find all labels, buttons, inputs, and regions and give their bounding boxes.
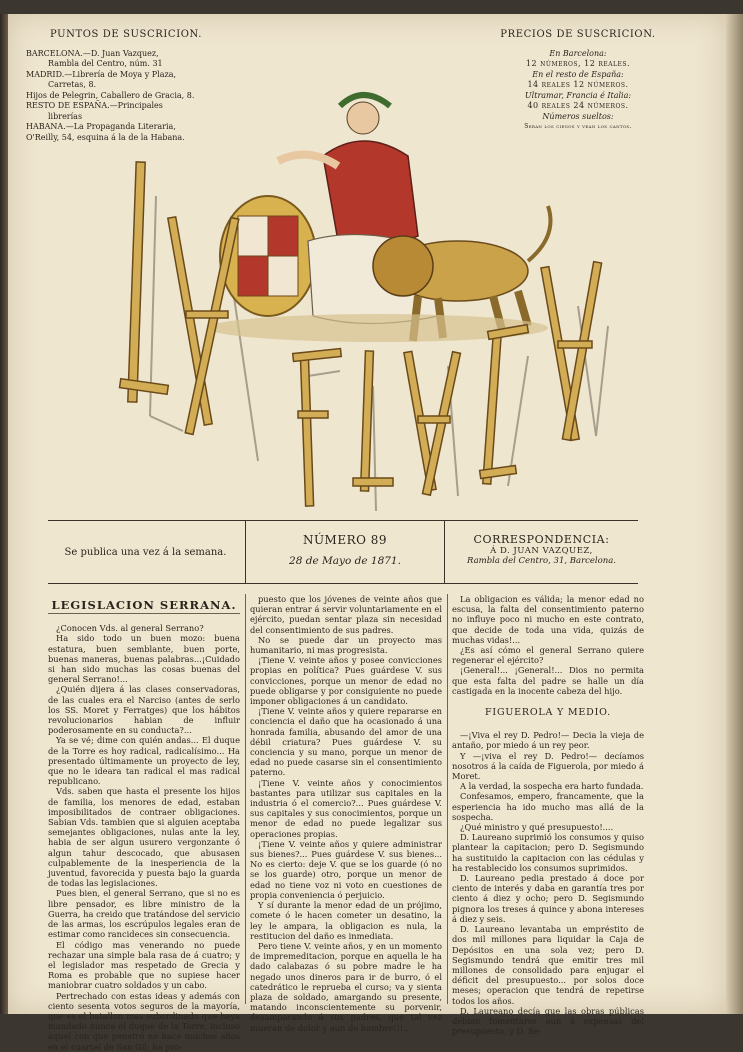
price-line: En Barcelona:: [549, 48, 607, 58]
price-line: Seran los ciegos y vean los cantos.: [524, 123, 632, 130]
paragraph: ¡General!... ¡General!... Dios no permita que esta falta del padre se halle un día castigada en la inocente cabeza del hijo.: [452, 665, 644, 696]
paragraph: ¿Conocen Vds. al general Serrano?: [56, 623, 204, 634]
issue-strip: [48, 520, 638, 584]
frequency-note: Se publica una vez á la semana.: [64, 546, 227, 558]
paragraph: Vds. saben que hasta el presente los hijos de familia, los menores de edad, estaban imposibilitados de contraer obligaciones. Sabian Vds. tambien que si alguien aceptaba semejantes obligaciones, nulas ante la ley, habia de ser algun usurero vergonzante ó algun tahur descocado, que abusasen culpablemente de la inesperiencia de la juventud, favorecida y puesta bajo la guarda de todas las legislaciones.: [48, 786, 240, 889]
paragraph: ¡Tiene V. veinte años y conocimientos bastantes para utilizar sus capitales en la industria ó el comercio?... Pues guárdese V. sus capitales y sus conocimientos, porque un menor de edad no puede legalizar sus operaciones propias.: [250, 777, 442, 839]
paragraph: Ya se vé; dime con quién andas... El duque de la Torre es hoy radical, radicalísimo... Ha presentado últimamente un proyecto de ley, que no le ideara tan radical el mas radical republicano.: [48, 735, 240, 787]
correspondence: [445, 521, 638, 583]
issue-number: NÚMERO 89: [302, 533, 388, 547]
paragraph: Ha sido todo un buen mozo: buena estatura, buen semblante, buen porte, buenas maneras, buenas palabras...¡Cuidado si han sido muchas las cosas buenas del general Serrano!...: [48, 633, 240, 685]
paragraph: puesto que los jóvenes de veinte años que quieran entrar á servir voluntariamente en el ejército, puedan sentar plaza sin necesidad del consentimiento de sus padres.: [250, 594, 442, 635]
price-line: Números sueltos:: [542, 111, 614, 121]
point-line: librerías: [48, 111, 83, 121]
paragraph: Y —¡viva el rey D. Pedro!— decíamos nosotros á la caída de Figuerola, por miedo á Moret.: [452, 750, 644, 782]
correspondence-address: Rambla del Centro, 31, Barcelona.: [466, 556, 617, 566]
price-line: 40 reales 24 números.: [527, 101, 629, 110]
paragraph: D. Laureano levantaba un empréstito de dos mil millones para liquidar la Caja de Depósitos en una sola vez; pero D. Segismundo tendrá que emitir tres mil millones de consolidado para enjugar el déficit del presupuesto... por solos doce meses; operacion que tendrá de repetirse todos los años.: [452, 924, 644, 1006]
price-line: Ultramar, Francia é Italia:: [524, 90, 632, 100]
point-line: Rambla del Centro, núm. 31: [48, 59, 163, 68]
column-3: [452, 594, 644, 1037]
paragraph: Y sí durante la menor edad de un prójimo, comete ó le hacen cometer un desatino, la ley le ampara, la obligacion es nula, la restitucion del daño es inmediata.: [250, 900, 442, 941]
column-1: [48, 594, 240, 1052]
issue-date: 28 de Mayo de 1871.: [289, 555, 401, 567]
coat-of-arms: [220, 196, 316, 316]
paragraph: —¡Viva el rey D. Pedro!— Decia la vieja de antaño, por miedo á un rey peor.: [452, 730, 644, 751]
price-line: 14 reales 12 números.: [527, 80, 629, 89]
paragraph: D. Laureano pedia prestado á doce por ciento de interés y daba en garantía tres por ciento á diez y ocho; pero D. Segismundo pignora los treses á quince y abona intereses á diez y seis.: [452, 873, 644, 924]
page-edge: [726, 14, 743, 1014]
point-line: HABANA.—La Propaganda Literaria,: [26, 122, 176, 131]
paragraph: D. Laureano suprimió los consumos y quiso plantear la capitacion; pero D. Segismundo ha sustituido la capitacion con las cédulas y ha restablecido los consumos suprimidos.: [452, 832, 644, 873]
column-2: [250, 594, 442, 1033]
subscription-points-title: PUNTOS DE SUSCRICION.: [49, 29, 203, 40]
paragraph: El código mas venerando no puede rechazar una simple bala rasa de á cuatro; y el legislador mas respetado de Grecia y Roma es probable que no supiese hacer maniobrar cuatro soldados y un cabo.: [48, 939, 240, 991]
paragraph: A la verdad, la sospecha era harto fundada.: [460, 781, 644, 792]
price-line: En el resto de España:: [532, 69, 624, 79]
paragraph: Confesamos, empero, francamente, que la esperiencia ha ido mucho mas allá de la sospecha.: [452, 791, 644, 822]
binding-edge: [0, 14, 8, 1014]
paragraph: ¿Quién dijera á las clases conservadoras, de las cuales era el Narciso (antes de serlo los SS. Moret y Ferratges) que los hábitos revolucionarios habian de influir poderosamente en su conducta?...: [48, 684, 240, 736]
paragraph: ¿Qué ministro y qué presupuesto!....: [460, 822, 614, 833]
article-columns: [48, 594, 652, 1052]
paragraph: D. Laureano decía que las obras públicas debian fomentarse aun á expensas del presupuesto, y D. Se-: [452, 1005, 644, 1037]
paragraph: ¿Es así cómo el general Serrano quiere regenerar el ejército?: [452, 645, 644, 666]
paragraph: Pues bien, el general Serrano, que si no es libre pensador, es libre ministro de la Guerra, ha creido que tratándose del servicio de las armas, los escrúpulos legales eran de estimar como rancideces sin consecuencia.: [48, 888, 240, 940]
paragraph: Pero tiene V. veinte años, y en un momento de impremeditacion, porque en aquella le ha dado calabazas ó su pobre madre le ha negado unos dineros para ir de burro, ó el catedrático le reprueba el curso; va y sienta plaza de soldado, amargando su presente, matando inconscientemente su porvenir, desamparando á sus padres, que tal vez mueran de dolor y aun de hambre!!!...: [250, 940, 442, 1033]
price-line: 12 números, 12 reales.: [525, 59, 631, 68]
issue-info: [245, 521, 445, 583]
correspondence-title: CORRESPONDENCIA:: [473, 533, 610, 546]
correspondence-recipient: Á D. JUAN VAZQUEZ,: [490, 546, 593, 556]
column-divider: [447, 594, 448, 1004]
article-title: LEGISLACION SERRANA.: [48, 600, 240, 614]
paragraph: ¡Tiene V. veinte años y quiere repararse en conciencia el daño que ha ocasionado á una honrada familia, abusando del amor de una débil criatura? Pues guárdese V. su conciencia y su mano, porque un menor de edad no puede casarse sin el consentimiento paterno.: [250, 706, 442, 778]
paragraph: ¡Tiene V. veinte años y posee convicciones propias en política? Pues guárdese V. sus convicciones, porque un menor de edad no puede obligarse y por consiguiente no puede imponer obligaciones á un candidato.: [250, 655, 442, 707]
point-line: BARCELONA.—D. Juan Vazquez,: [26, 48, 159, 58]
article-title: FIGUEROLA Y MEDIO.: [485, 707, 611, 719]
subscription-prices-title: PRECIOS DE SUSCRICION.: [500, 29, 656, 40]
paragraph: No se puede dar un proyecto mas humanitario, ni mas progresista.: [250, 634, 442, 656]
point-line: MADRID.—Librería de Moya y Plaza,: [26, 69, 177, 79]
newspaper-page: [8, 14, 726, 1052]
paragraph: ¡Tiene V. veinte años y quiere administrar sus bienes?... Pues guárdese V. sus bienes... No es cierto: deje V. que se los guarde (ó no se los guarde) otro, porque un menor de edad no tiene voz ni voto en cuestiones de propia conveniencia ó perjuicio.: [250, 838, 442, 900]
point-line: O'Reilly, 54, esquina á la de la Habana.: [26, 132, 185, 142]
point-line: Carretas, 8.: [48, 80, 97, 89]
paragraph: La obligacion es válida; la menor edad no escusa, la falta del consentimiento paterno no influye poco ni mucho en este contrato, que decide de toda una vida, quizás de muchas vidas!...: [452, 594, 644, 645]
paragraph: Pertrechado con estas ideas y además con ciento sesenta votos seguros de la mayoría, que es el batallon mas subordinado que haya mandado nunca el duque de la Torre, incluso aquel con que penetró no hace muchos años en el cuartel de San Gil; ha pro-: [48, 990, 240, 1052]
column-divider: [245, 594, 246, 1004]
masthead-illustration: [108, 66, 628, 518]
point-line: Hijos de Pelegrin, Caballero de Gracia, 8.: [26, 90, 195, 100]
point-line: RESTO DE ESPAÑA.—Principales: [26, 101, 163, 110]
